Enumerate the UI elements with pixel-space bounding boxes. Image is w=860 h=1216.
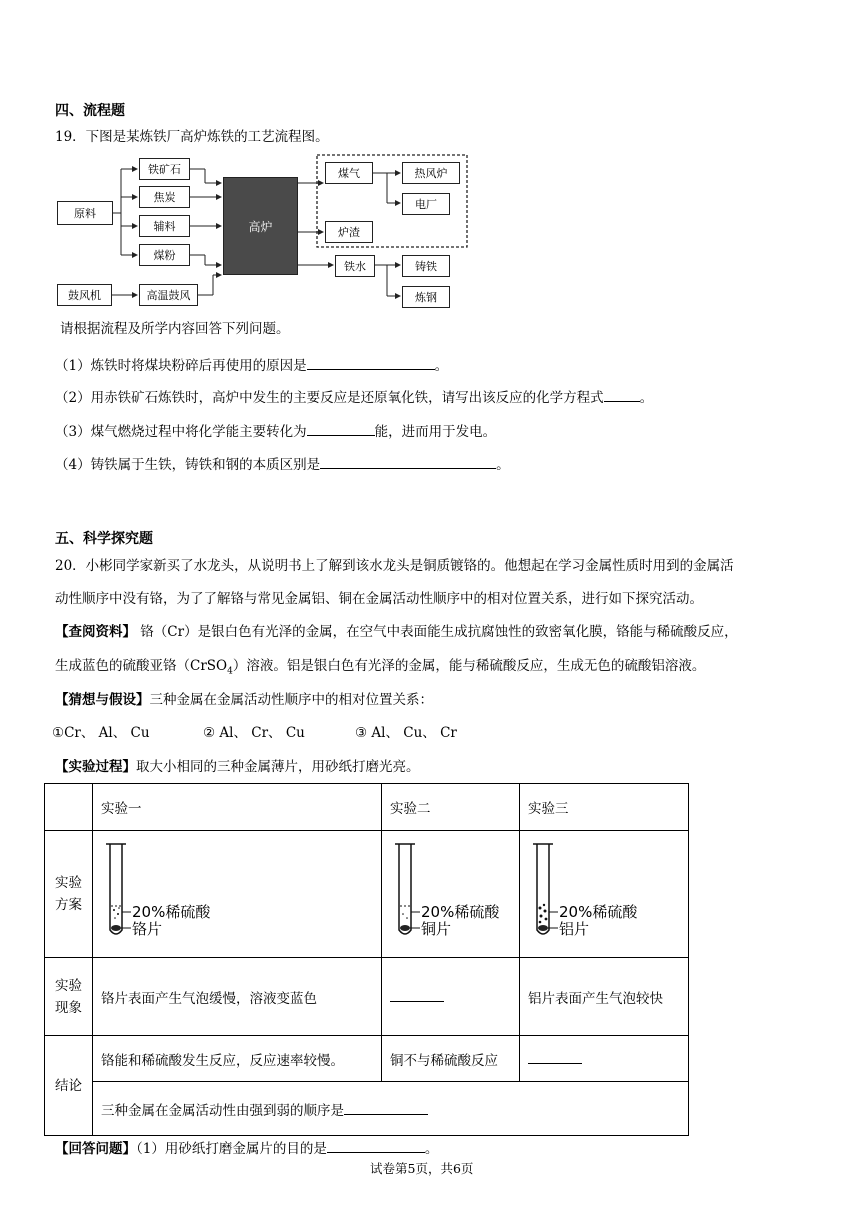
reference-tag: 【查阅资料】 [55, 624, 136, 640]
hypothesis-line [55, 690, 433, 710]
acid-label-2: 20%稀硫酸 [421, 902, 500, 921]
q19-stem: 19．下图是某炼铁厂高炉炼铁的工艺流程图。 [55, 129, 329, 145]
q19-1-end: 。 [434, 358, 449, 374]
flow-furnace: 高炉 [223, 177, 298, 275]
plan-exp3 [520, 831, 689, 958]
flow-gas: 煤气 [325, 162, 373, 184]
metal-label-1: 铬片 [132, 919, 163, 938]
test-tube-icon [101, 842, 231, 952]
q19-1-blank[interactable] [307, 355, 435, 370]
flow-aux: 辅料 [139, 215, 190, 237]
test-tube-icon [528, 842, 658, 952]
answer1-text: （1）用砂纸打磨金属片的目的是 [136, 1141, 327, 1157]
obs-exp1: 铬片表面产生气泡缓慢，溶液变蓝色 [93, 958, 382, 1036]
flow-hot-blast: 高温鼓风 [139, 284, 198, 306]
q19-3-text: （3）煤气燃烧过程中将化学能主要转化为 [55, 424, 307, 440]
flow-molten-iron: 铁水 [335, 255, 375, 277]
flow-steelmaking: 炼钢 [402, 286, 450, 308]
reference-text2b: ）溶液。铝是银白色有光泽的金属，能与稀硫酸反应，生成无色的硫酸铝溶液。 [232, 658, 706, 674]
q19-prompt: 请根据流程及所学内容回答下列问题。 [60, 321, 290, 337]
reference-line1 [55, 622, 738, 642]
order-text: 三种金属在金属活动性由强到弱的顺序是 [101, 1102, 344, 1119]
q20-line2: 动性顺序中没有铬，为了了解铬与常见金属铝、铜在金属活动性顺序中的相对位置关系，进行如下探究活动。 [55, 591, 703, 607]
acid-label-1: 20%稀硫酸 [132, 902, 211, 921]
answer-tag: 【回答问题】 [55, 1141, 136, 1157]
flow-coal-powder: 煤粉 [139, 244, 190, 266]
q19-4 [55, 454, 510, 475]
procedure-text: 取大小相同的三种金属薄片，用砂纸打磨光亮。 [136, 759, 420, 775]
flow-hot-stove: 热风炉 [402, 162, 460, 184]
row-conclusion-head: 结论 [45, 1036, 93, 1136]
answer1-end: 。 [424, 1141, 439, 1157]
q19-1 [55, 355, 448, 376]
flow-cast-iron: 铸铁 [402, 255, 450, 277]
flow-power-plant: 电厂 [402, 193, 450, 215]
flow-slag: 炉渣 [325, 221, 373, 243]
answer1-blank[interactable] [327, 1138, 425, 1153]
acid-label-3: 20%稀硫酸 [559, 902, 638, 921]
conc-exp3-blank[interactable] [528, 1049, 582, 1064]
procedure-tag: 【实验过程】 [55, 759, 136, 775]
section5-heading: 五、科学探究题 [55, 531, 153, 547]
order-blank[interactable] [344, 1100, 428, 1115]
header-exp1: 实验一 [93, 784, 382, 831]
test-tube-icon [390, 842, 520, 952]
table-corner [45, 784, 93, 831]
answer-line [55, 1138, 438, 1159]
reference-text2a: 生成蓝色的硫酸亚铬（CrSO [55, 658, 228, 674]
hypothesis-tag: 【猜想与假设】 [55, 692, 150, 708]
q19-4-end: 。 [496, 457, 510, 473]
flow-raw: 原料 [57, 201, 113, 225]
section4-heading: 四、流程题 [55, 103, 125, 119]
metal-label-2: 铜片 [421, 919, 452, 938]
page-footer: 试卷第5页，共6页 [370, 1161, 474, 1176]
flow-blower: 鼓风机 [57, 284, 112, 306]
hypothesis-text: 三种金属在金属活动性顺序中的相对位置关系： [149, 692, 433, 708]
row-observation-head: 实验 现象 [45, 958, 93, 1036]
metal-label-3: 铝片 [559, 919, 590, 938]
order-row [93, 1082, 689, 1136]
conc-exp3 [520, 1036, 689, 1082]
flow-iron-ore: 铁矿石 [139, 158, 190, 180]
reference-line2 [55, 656, 705, 682]
reference-sub: 4 [227, 666, 233, 677]
q19-2-text: （2）用赤铁矿石炼铁时，高炉中发生的主要反应是还原氧化铁，请写出该反应的化学方程式 [55, 390, 604, 406]
plan-exp1 [93, 831, 382, 958]
plan-exp2 [382, 831, 520, 958]
q19-3-end: 能，进而用于发电。 [374, 424, 497, 440]
obs-exp3: 铝片表面产生气泡较快 [520, 958, 689, 1036]
q19-1-text: （1）炼铁时将煤块粉碎后再使用的原因是 [55, 358, 307, 374]
q19-4-blank[interactable] [320, 454, 496, 469]
guess-3: ③ Al、 Cu、 Cr [355, 725, 457, 741]
flowchart [55, 153, 475, 313]
conc-exp1: 铬能和稀硫酸发生反应，反应速率较慢。 [93, 1036, 382, 1082]
flow-coke: 焦炭 [139, 186, 190, 208]
row-plan-head: 实验 方案 [45, 831, 93, 958]
obs-exp2-blank[interactable] [390, 987, 444, 1002]
q19-2-blank[interactable] [604, 387, 640, 402]
conc-exp2: 铜不与稀硫酸反应 [382, 1036, 520, 1082]
guess-2: ② Al、 Cr、 Cu [203, 725, 305, 741]
q20-line1: 20．小彬同学家新买了水龙头，从说明书上了解到该水龙头是铜质镀铬的。他想起在学习金属性质时用到的金属活 [55, 558, 734, 574]
q19-3-blank[interactable] [307, 421, 375, 436]
reference-text1: 铬（Cr）是银白色有光泽的金属，在空气中表面能生成抗腐蚀性的致密氧化膜，铬能与稀硫酸反应， [136, 624, 738, 640]
q19-3 [55, 421, 496, 442]
obs-exp2 [382, 958, 520, 1036]
procedure-line [55, 757, 420, 777]
guess-1: ①Cr、 Al、 Cu [52, 725, 150, 741]
experiment-table [44, 783, 689, 1136]
q19-2-end: 。 [639, 390, 654, 406]
header-exp2: 实验二 [382, 784, 520, 831]
q19-4-text: （4）铸铁属于生铁，铸铁和钢的本质区别是 [55, 457, 321, 473]
q19-2 [55, 387, 653, 408]
header-exp3: 实验三 [520, 784, 689, 831]
